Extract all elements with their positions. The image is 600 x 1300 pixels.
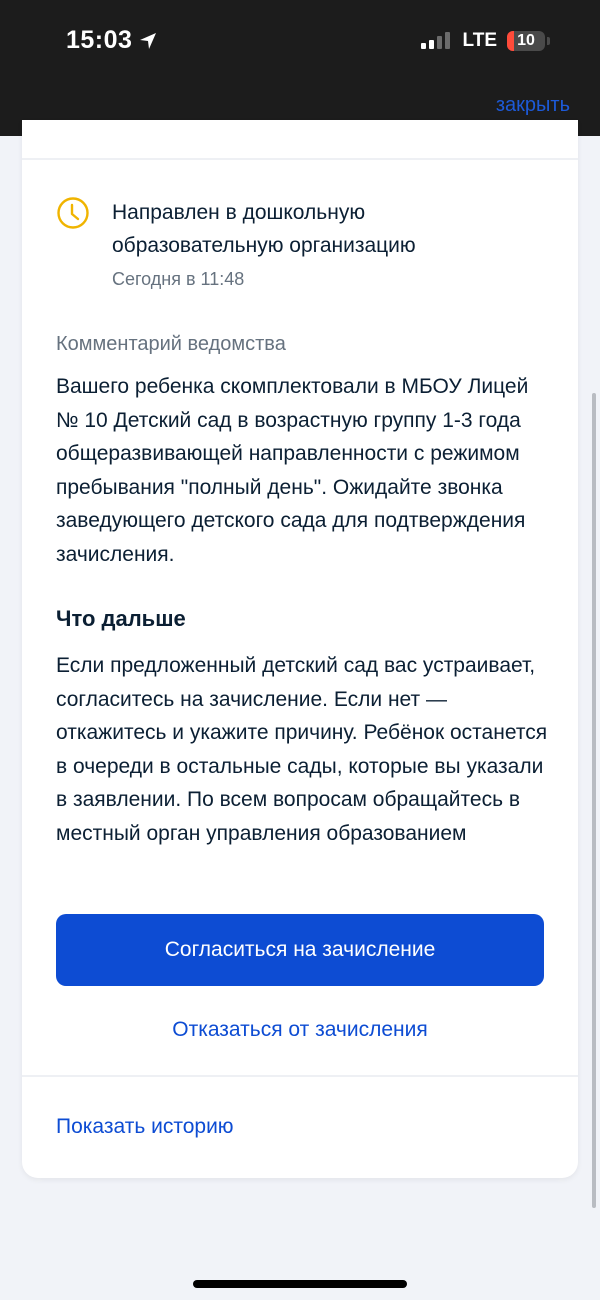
- divider: [22, 158, 578, 160]
- divider: [22, 1075, 578, 1077]
- close-button[interactable]: закрыть: [495, 94, 570, 116]
- battery-level: [507, 31, 514, 51]
- decline-enrollment-link[interactable]: Отказаться от зачисления: [172, 1018, 428, 1041]
- cellular-signal-icon: [421, 31, 453, 51]
- ios-status-bar: [0, 0, 600, 136]
- agree-enrollment-button[interactable]: Согласиться на зачисление: [56, 914, 544, 986]
- battery-icon: [507, 31, 545, 51]
- comment-label: Комментарий ведомства: [56, 333, 286, 355]
- status-title: Направлен в дошкольную образовательную организацию: [112, 201, 416, 257]
- scrollbar[interactable]: [592, 393, 596, 1208]
- comment-text: Вашего ребенка скомплектовали в МБОУ Лицей № 10 Детский сад в возрастную группу 1-3 года общеразвивающей направленности с режимом пребывания "полный день". Ожидайте звонка заведующего детского сада для подтверждения зачисления.: [56, 375, 529, 566]
- location-arrow-icon: [138, 31, 158, 51]
- application-status-card: [22, 120, 578, 1178]
- battery-tip: [547, 37, 550, 45]
- show-history-link[interactable]: Показать историю: [56, 1115, 234, 1138]
- system-indicators: [421, 30, 550, 52]
- clock-time-text: 15:03: [66, 26, 133, 54]
- home-indicator[interactable]: [193, 1280, 407, 1288]
- battery-percent: 10: [517, 32, 535, 49]
- network-type: LTE: [462, 30, 497, 51]
- status-timestamp: Сегодня в 11:48: [112, 269, 245, 289]
- clock-icon: [56, 196, 90, 230]
- next-steps-text: Если предложенный детский сад вас устраивает, согласитесь на зачисление. Если нет — откажитесь и укажите причину. Ребёнок останется в очереди в остальные сады, которые вы указали в заявлении. По всем вопросам обращайтесь в местный орган управления образованием: [56, 654, 548, 845]
- next-steps-heading: Что дальше: [56, 606, 186, 631]
- status-time: [66, 26, 158, 55]
